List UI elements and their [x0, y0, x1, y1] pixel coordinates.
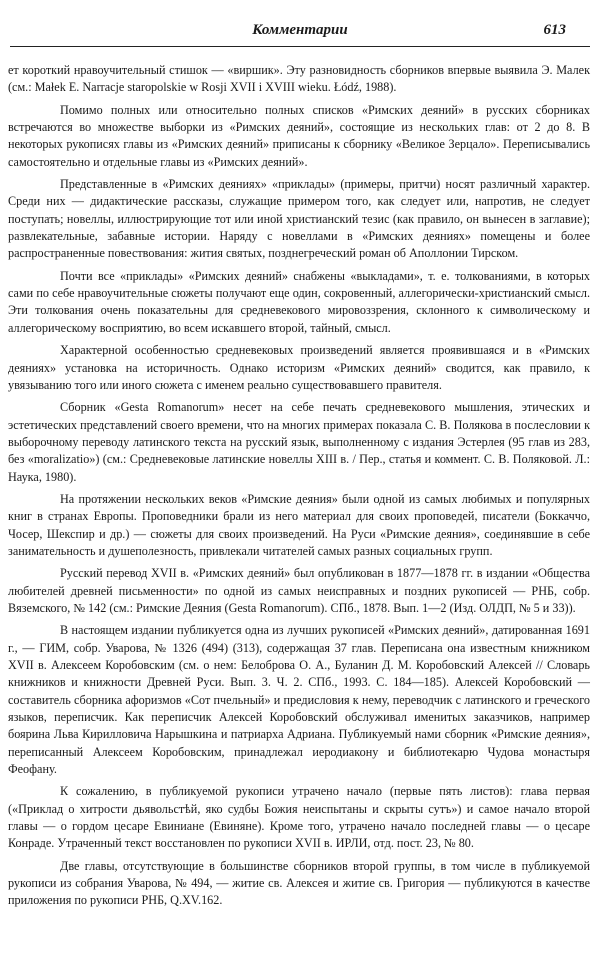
paragraph: ет короткий нравоучительный стишок — «виршик». Эту разновидность сборников впервые выявила Э. Малек (см.: Małek E. Narracje staropolskie w Rosji XVII i XVIII wieku. Łódź, 1988).: [8, 63, 590, 95]
running-title: Комментарии: [252, 22, 348, 38]
paragraph: Помимо полных или относительно полных списков «Римских деяний» в русских сборниках встречаются во множестве выборки из «Римских деяний», состоящие из нескольких глав: от 2 до 8. В некоторых рукописях главы из «Римских деяний» приписаны к сборнику «Великое Зерцало». Переписывались самостоятельно и отдельные главы из «Римских деяний».: [8, 102, 590, 169]
paragraph: В настоящем издании публикуется одна из лучших рукописей «Римских деяний», датированная 1691 г., — ГИМ, собр. Уварова, № 1326 (494) (313), содержащая 37 глав. Переписана она известным книжником XVII в. Алексеем Коробовским (см. о нем: Белоброва О. А., Буланин Д. М. Коробовский Алексей // Словарь книжников и книжности Древней Руси. Вып. 3. Ч. 2. СПб., 1993. С. 184—185). Алексей Коробовский — составитель сборника афоризмов «Сот пчельный» и предисловия к нему, переводчик с латинского и греческого языков, переписчик. Как переписчик Алексей Коробовский обслуживал именитых заказчиков, например боярина Льва Кирилловича Нарышкина и патриарха Адриана. Публикуемый нами сборник «Римские деяния», переписанный Алексеем Коробовским, принадлежал иеродиакону и библиотекарю Чудова монастыря Феофану.: [8, 623, 590, 777]
paragraph: Представленные в «Римских деяниях» «приклады» (примеры, притчи) носят различный характер. Среди них — дидактические рассказы, служащие примером того, как следует или, напротив, не следует поступать; новеллы, иллюстрирующие тот или иной христианский тезис (как правило, он вынесен в заглавие); развлекательные, забавные истории. Наряду с новеллами в «Римских деяниях» помещены и более распространенные повествования: жития святых, позднегреческий роман об Аполлонии Тирском.: [8, 177, 590, 261]
paragraph: Русский перевод XVII в. «Римских деяний» был опубликован в 1877—1878 гг. в издании «Общества любителей древней письменности» по одной из самых неисправных и поздних рукописей — РНБ, собр. Вяземского, № 142 (см.: Римские Деяния (Gesta Romanorum). СПб., 1878. Вып. 1—2 (Изд. ОЛДП, № 5 и 33)).: [8, 566, 590, 615]
paragraph: Две главы, отсутствующие в большинстве сборников второй группы, в том числе в публикуемой рукописи из собрания Уварова, № 494, — житие св. Алексея и житие св. Григория — публикуются в качестве приложения по рукописи РНБ, Q.XV.162.: [8, 858, 590, 908]
paragraph: Почти все «приклады» «Римских деяний» снабжены «выкладами», т. е. толкованиями, в которых сами по себе нравоучительные сюжеты получают еще один, сокровенный, аллегорически-христианский смысл. Эти толкования очень показательны для средневекового мировоззрения, склонного к символическому и аллегорическому восприятию, во всем искавшего второй, тайный, смысл.: [8, 268, 590, 335]
paragraph: Характерной особенностью средневековых произведений является проявившаяся и в «Римских деяниях» установка на историчность. Однако историзм «Римских деяний» сводится, как правило, к увязыванию того или иного сюжета с именем реально существовавшего правителя.: [8, 343, 590, 392]
paragraph: На протяжении нескольких веков «Римские деяния» были одной из самых любимых и популярных книг в странах Европы. Проповедники брали из него материал для своих проповедей, писатели (Боккаччо, Чосер, Шекспир и др.) — сюжеты для своих произведений. На Руси «Римские деяния», соединявшие в себе занимательность и душеполезность, привлекали читателей самых разных социальных групп.: [8, 491, 590, 558]
paragraph: Сборник «Gesta Romanorum» несет на себе печать средневекового мышления, этических и эстетических представлений своего времени, что на многих примерах показала С. В. Полякова в послесловии к выборочному переводу латинского текста на русский язык, выполненному с издания Эстерлея (95 глав из 283, без «moralizatio») (см.: Средневековые латинские новеллы XIII в. / Пер., статья и коммент. С. В. Поляковой. Л.: Наука, 1980).: [8, 400, 590, 484]
page-body: [8, 62, 590, 910]
page-number: 613: [543, 22, 566, 38]
paragraph: К сожалению, в публикуемой рукописи утрачено начало (первые пять листов): глава первая («Приклад о хитрости дьявольстѣй, яко судбы Божия неиспытаны и скрыты сутъ») и самое начало второй главы — о гордом цесаре Евиниане (Евиняне). Кроме того, утрачено начало последней главы — о цесаре Конраде. Утраченный текст восстановлен по рукописи XVII в. ИРЛИ, отд. пост. 23, № 80.: [8, 784, 590, 851]
header-rule: [10, 46, 590, 47]
running-header: [0, 22, 600, 48]
